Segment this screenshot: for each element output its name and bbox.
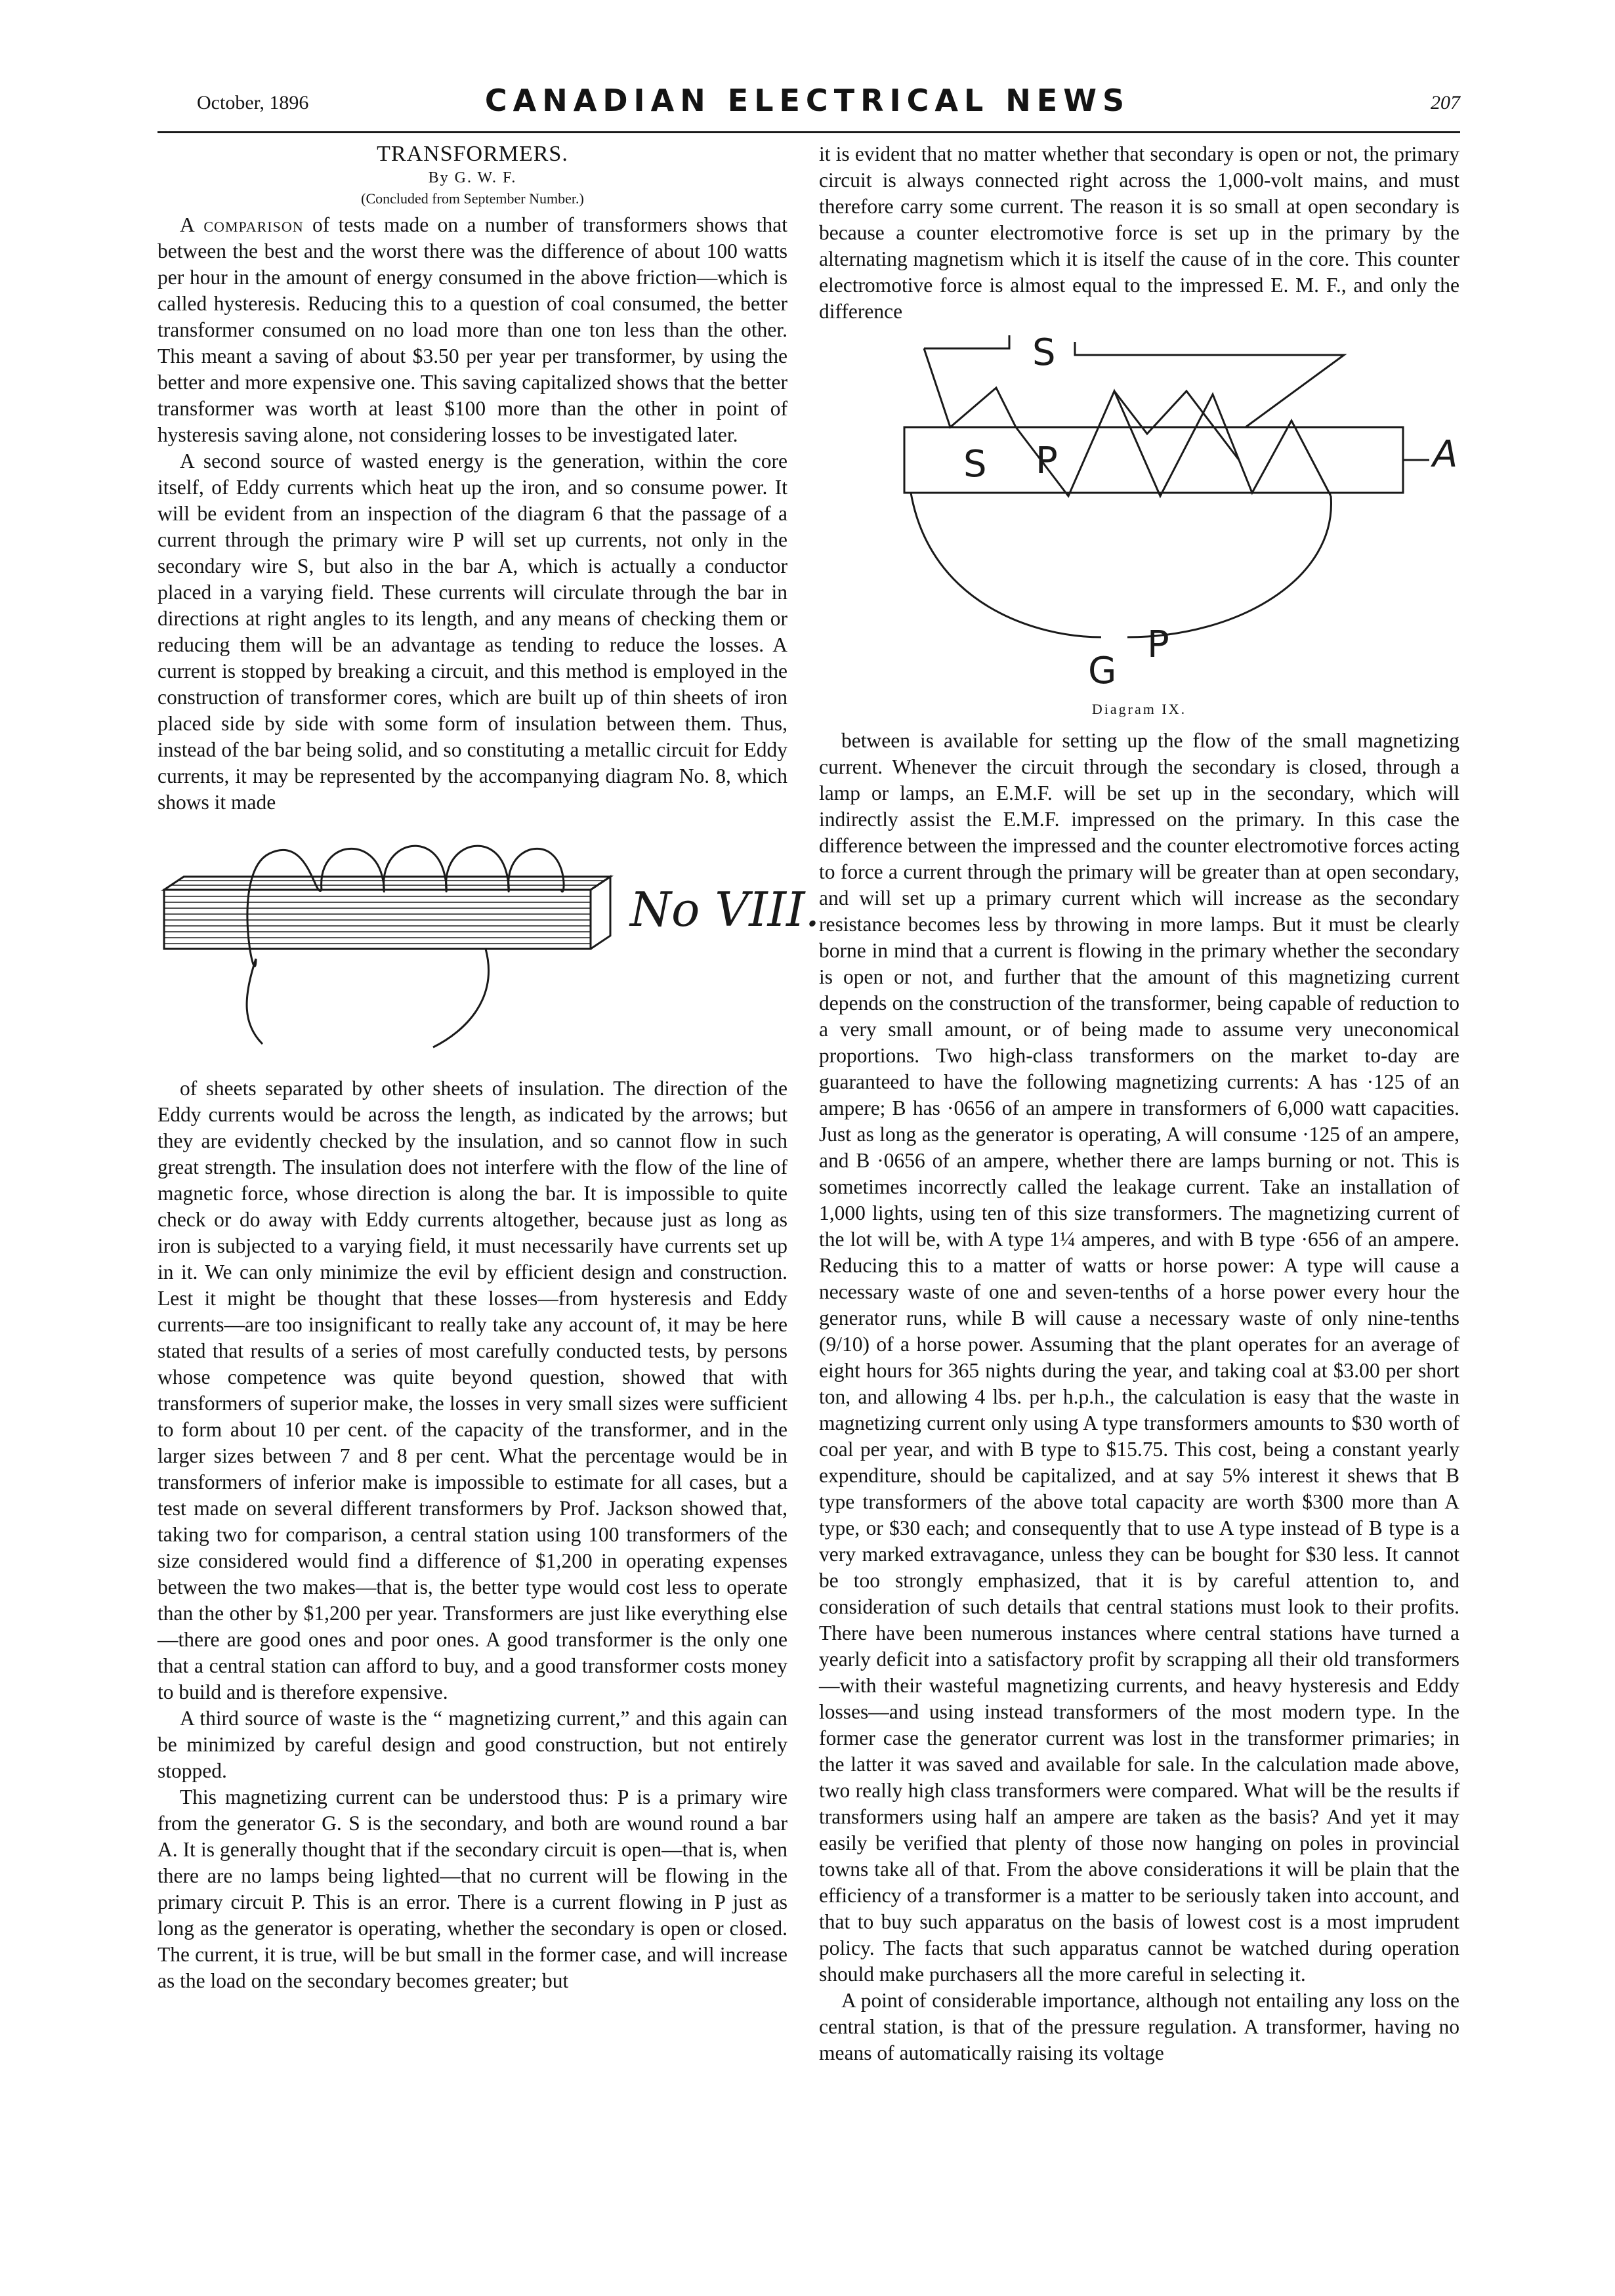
left-paragraph-1: A comparison of tests made on a number of transformers shows that between the best and the worst there was the difference of about 100 watts per hour in the amount of energy consumed in the above friction—which is called hysteresis. Reducing this to a question of coal consumed, the better transformer consumed on no load more than one ton less than the other. This meant a saving of about $3.50 per year per transformer, by using the better and more expensive one. This saving capitalized shows that the better transformer was worth at least $100 more than the other in point of hysteresis saving alone, not considering losses to be investigated later.	[157, 213, 788, 446]
page-number: 207	[1431, 92, 1460, 114]
diagram-9-caption: Diagram IX.	[1091, 701, 1187, 717]
article-title: TRANSFORMERS.	[377, 142, 568, 166]
diagram-9-label-p-bar: P	[1036, 440, 1058, 482]
lead-in-words: A comparison	[180, 213, 304, 236]
header-rule	[157, 131, 1460, 133]
diagram-9-label-s-top: S	[1032, 331, 1056, 374]
left-paragraph-3: of sheets separated by other sheets of insulation. The direction of the Eddy currents would be across the length, as indicated by the arrows; but they are evidently checked by the insulation, and so cannot flow in such great strength. The insulation does not interfere with the flow of the line of magnetic force, whose direction is along the bar. It is impossible to quite check or do away with Eddy currents altogether, because just as long as iron is subjected to a varying field, it must necessarily have currents set up in it. We can only minimize the evil by efficient design and construction. Lest it might be thought that these losses—from hysteresis and Eddy currents—are too insignificant to really take any account of, it may be here stated that results of a series of most carefully conducted tests, by persons whose competence was quite beyond question, showed that with transformers of superior make, the losses in very small sizes were sufficient to form about 10 per cent. of the capacity of the transformer, and in the larger sizes between 7 and 8 per cent. What the percentage would be in transformers of inferior make is impossible to estimate for all cases, but a test made on several different transformers by Prof. Jackson showed that, taking two for comparison, a central station using 100 transformers of the size considered would find a difference of $1,200 in operating expenses between the two makes—that is, the better type would cost less to operate than the other by $1,200 per year. Transformers are just like everything else—there are good ones and poor ones. A good transformer is the only one that a central station can afford to buy, and a good transformer costs money to build and is therefore expensive.	[157, 1077, 787, 1703]
diagram-8-label: No VIII.	[630, 882, 820, 937]
right-column	[819, 141, 1459, 2066]
left-column	[157, 141, 820, 1994]
issue-date: October, 1896	[197, 92, 309, 114]
article-byline: By G. W. F.	[428, 169, 517, 186]
publication-title: CANADIAN ELECTRICAL NEWS	[484, 83, 1131, 118]
concluded-note: (Concluded from September Number.)	[361, 190, 584, 207]
diagram-9-label-a: A	[1433, 433, 1458, 476]
diagram-9-label-g: G	[1088, 650, 1117, 692]
right-paragraph-2: between is available for setting up the flow of the small magnetizing current. Whenever the circuit through the secondary is closed, through a lamp or lamps, an E.M.F. will be set up in the secondary, which will indirectly assist the E.M.F. impressed on the primary. In this case the difference between the impressed and the counter electromotive forces acting to force a current through the primary will be greater than at open secondary, and will set up a primary current which will increase as the secondary resistance becomes less by throwing in more lamps. But it must be clearly borne in mind that a current is flowing in the primary whether the secondary is open or not, and further that the amount of this magnetizing current depends on the construction of the transformer, being capable of reduction to a very small amount, or of being made to assume very uneconomical proportions. Two high-class transformers on the market to-day are guaranteed to have the following magnetizing currents: A has ·125 of an ampere; B has ·0656 of an ampere in transformers of 6,000 watt capacities. Just as long as the generator is operating, A will consume ·125 of an ampere, and B ·0656 of an ampere, whether there are lamps burning or not. This is sometimes incorrectly called the leakage current. Take an installation of 1,000 lights, using ten of this size transformers. The magnetizing current of the lot will be, with A type 1¼ amperes, and with B type ·656 of an ampere. Reducing this to a matter of watts or horse power: A type will cause a necessary waste of one and seven-tenths of a horse power every hour the generator runs, while B will cause a necessary waste of only nine-tenths (9/10) of a horse power. Assuming that the plant operates for an average of eight hours for 365 nights during the year, and taking coal at $3.00 per short ton, and allowing 4 lbs. per h.p.h., the calculation is easy that the waste in magnetizing current only using A type transformers amounts to $30 worth of coal per year, and with B type to $15.75. This cost, being a constant yearly expenditure, should be capitalized, and at say 5% interest it shews that B type transformers of the above total capacity are worth $300 more than A type, or $30 each; and consequently that to use A type instead of B type is a very marked extravagance, unless they can be bought for $30 less. It cannot be too strongly emphasized, that it is by careful attention to, and consideration of such details that central stations must look to their profits. There have been numerous instances where central stations have turned a yearly deficit into a satisfactory profit by scrapping all their old transformers—with their wasteful magnetizing currents, and heavy hysteresis and Eddy losses—and using instead transformers of the most modern type. In the former case the generator current was lost in the transformer primaries; in the latter it was saved and available for sale. In the calculation made above, two really high class transformers were compared. What will be the results if transformers using half an ampere are taken as the basis? And yet it may easily be verified that plenty of those now hanging on poles in provincial towns take all of that. From the above considerations it will be plain that the efficiency of a transformer is a matter to be seriously taken into account, and that to buy such apparatus on the basis of lowest cost is a most imprudent policy. The facts that such apparatus cannot be watched during operation should make purchasers all the more careful in selecting it.	[819, 729, 1459, 1986]
left-paragraph-5: This magnetizing current can be understood thus: P is a primary wire from the generator G. S is the secondary, and both are wound round a bar A. It is generally thought that if the secondary circuit is open—that is, when there are no lamps being lighted—that no current will be flowing in the primary circuit P. This is an error. There is a current flowing in P just as long as the generator is operating, whether the secondary is open or closed. The current, it is true, will be but small in the former case, and will increase as the load on the secondary becomes greater; but	[157, 1785, 787, 1992]
diagram-9-transformer-circuit	[819, 329, 1459, 696]
left-paragraph-4: A third source of waste is the “ magnetizing current,” and this again can be minimized by careful design and good construction, but not entirely stopped.	[157, 1707, 787, 1782]
right-paragraph-1: it is evident that no matter whether that secondary is open or not, the primary circuit is always connected right across the 1,000-volt mains, and must therefore carry some current. The reason it is so small at open secondary is because a counter electromotive force is set up in the primary by the alternating magnetism which it is itself the cause of in the core. This counter electromotive force is almost equal to the impressed E. M. F., and only the difference	[819, 142, 1459, 323]
diagram-9-label-p-bottom: P	[1147, 623, 1169, 666]
left-paragraph-2: A second source of wasted energy is the generation, within the core itself, of Eddy currents which heat up the iron, and so consume power. It will be evident from an inspection of the diagram 6 that the passage of a current through the primary wire P will set up currents, not only in the secondary wire S, but also in the bar A, which is actually a conductor placed in a varying field. These currents will circulate through the bar in directions at right angles to its length, and any means of checking them or reducing them will be an advantage as tending to reduce the losses. A current is stopped by breaking a circuit, and this method is employed in the construction of transformer cores, which are built up of thin sheets of iron placed side by side with some form of insulation between them. Thus, instead of the bar being solid, and so constituting a metallic circuit for Eddy currents, it may be represented by the accompanying diagram No. 8, which shows it made	[157, 449, 787, 814]
diagram-9-label-s-bar: S	[963, 443, 987, 486]
diagram-8-laminated-core	[157, 827, 820, 1064]
right-paragraph-3: A point of considerable importance, although not entailing any loss on the central station, is that of the pressure regulation. A transformer, having no means of automatically raising its voltage	[819, 1989, 1459, 2064]
